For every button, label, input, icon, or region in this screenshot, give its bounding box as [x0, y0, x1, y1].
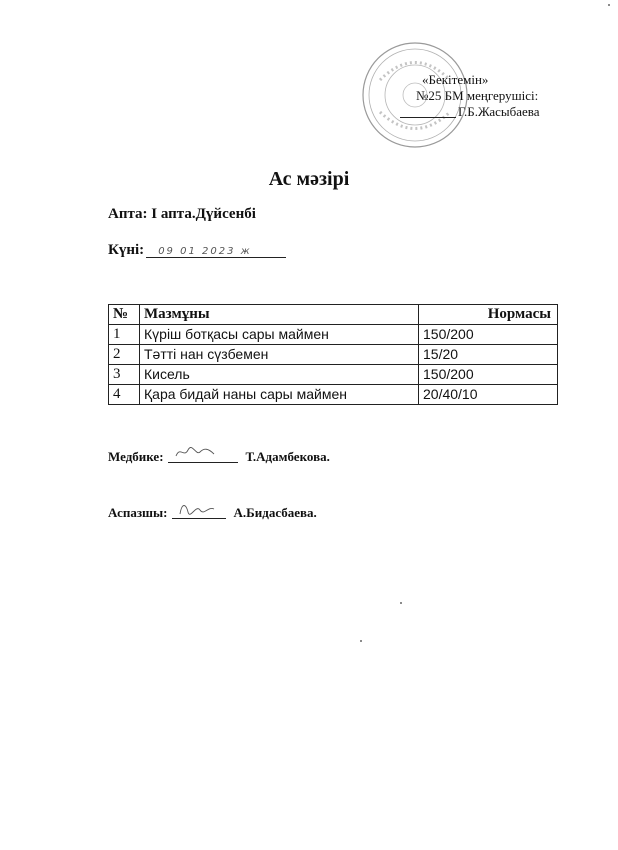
cook-label: Аспазшы: — [108, 505, 168, 520]
table-row — [109, 345, 558, 365]
cook-name: А.Бидасбаева. — [233, 505, 317, 520]
table-header-row — [109, 305, 558, 325]
table-row — [109, 365, 558, 385]
header-number: № — [109, 305, 140, 325]
approval-block — [400, 72, 540, 120]
row-dish: Кисель — [140, 365, 419, 385]
row-number: 2 — [109, 345, 140, 365]
handwritten-signature-icon — [178, 500, 222, 516]
approval-signer-name: Г.Б.Жасыбаева — [458, 104, 540, 119]
nurse-signature — [168, 448, 238, 463]
header-content: Мазмұны — [140, 305, 419, 325]
scan-speck — [608, 4, 610, 6]
row-norm: 150/200 — [419, 325, 558, 345]
row-dish: Қара бидай наны сары маймен — [140, 385, 419, 405]
row-norm: 15/20 — [419, 345, 558, 365]
row-dish: Күріш ботқасы сары маймен — [140, 325, 419, 345]
row-number: 1 — [109, 325, 140, 345]
date-line — [108, 242, 286, 259]
row-norm: 20/40/10 — [419, 385, 558, 405]
row-dish: Тәтті нан сүзбемен — [140, 345, 419, 365]
nurse-label: Медбике: — [108, 449, 164, 464]
nurse-signature-line — [108, 446, 330, 465]
menu-table — [108, 304, 558, 405]
scan-speck — [360, 640, 362, 642]
week-line: Апта: І апта.Дүйсенбі — [108, 206, 256, 222]
date-value: 09 01 2023 ж — [146, 246, 286, 258]
approval-heading: «Бекітемін» — [422, 72, 489, 87]
row-norm: 150/200 — [419, 365, 558, 385]
signature-line — [400, 117, 456, 118]
cook-signature-line — [108, 502, 317, 521]
cook-signature — [172, 504, 226, 519]
date-label: Күні: — [108, 242, 145, 258]
scan-speck — [400, 602, 402, 604]
header-norm: Нормасы — [419, 305, 558, 325]
approval-signer — [400, 104, 540, 120]
table-row — [109, 385, 558, 405]
row-number: 3 — [109, 365, 140, 385]
handwritten-signature-icon — [174, 444, 224, 460]
page-title: Ас мәзірі — [268, 168, 350, 190]
nurse-name: Т.Адамбекова. — [245, 449, 330, 464]
table-row — [109, 325, 558, 345]
approval-position: №25 БМ меңгерушісі: — [416, 88, 539, 103]
row-number: 4 — [109, 385, 140, 405]
